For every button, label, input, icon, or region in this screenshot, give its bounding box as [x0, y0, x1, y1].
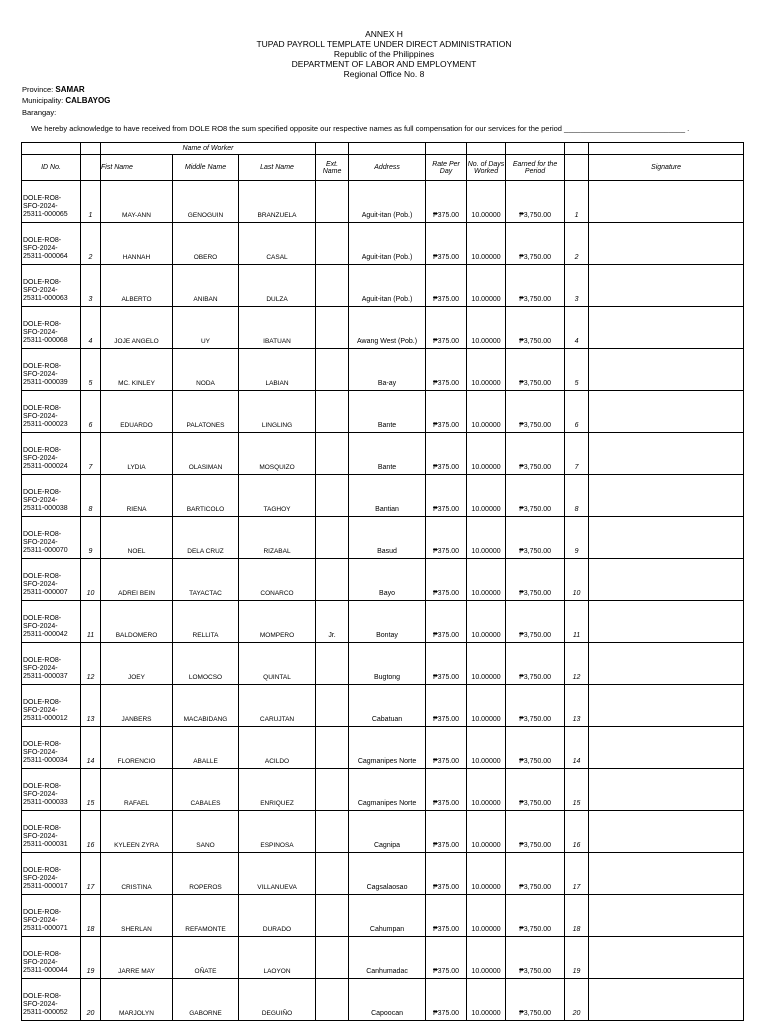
address-cell: Basud [349, 517, 426, 559]
address-cell: Capoocan [349, 979, 426, 1021]
address-cell: Bayo [349, 559, 426, 601]
table-row [22, 769, 744, 811]
signature-number-cell: 12 [565, 643, 589, 685]
signature-cell[interactable] [589, 853, 744, 895]
earned-cell: ₱3,750.00 [506, 811, 565, 853]
days-worked-cell: 10.00000 [467, 895, 506, 937]
first-name-header: Fist Name [101, 155, 173, 181]
rate-cell: ₱375.00 [426, 307, 467, 349]
days-worked-cell: 10.00000 [467, 391, 506, 433]
earned-cell: ₱3,750.00 [506, 433, 565, 475]
first-name-cell: ADREI BEIN [101, 559, 173, 601]
document-header [0, 29, 768, 79]
id-no-header: ID No. [22, 155, 81, 181]
municipality-label: Municipality: [22, 96, 64, 105]
address-cell: Bante [349, 391, 426, 433]
days-worked-cell: 10.00000 [467, 811, 506, 853]
id-cell: DOLE-RO8- SFO-2024- 25311-000038 [22, 475, 81, 517]
address-header: Address [349, 155, 426, 181]
signature-number-cell: 13 [565, 685, 589, 727]
table-header-row-2 [22, 155, 744, 181]
id-cell: DOLE-RO8- SFO-2024- 25311-000039 [22, 349, 81, 391]
last-name-cell: MOMPERO [239, 601, 316, 643]
earned-cell: ₱3,750.00 [506, 559, 565, 601]
address-cell: Cahumpan [349, 895, 426, 937]
signature-cell[interactable] [589, 601, 744, 643]
signature-cell[interactable] [589, 307, 744, 349]
earned-cell: ₱3,750.00 [506, 349, 565, 391]
table-row [22, 643, 744, 685]
days-worked-cell: 10.00000 [467, 559, 506, 601]
id-cell: DOLE-RO8- SFO-2024- 25311-000024 [22, 433, 81, 475]
signature-cell[interactable] [589, 475, 744, 517]
rate-cell: ₱375.00 [426, 727, 467, 769]
row-number-cell: 18 [81, 895, 101, 937]
middle-name-cell: PALATONES [173, 391, 239, 433]
row-number-cell: 9 [81, 517, 101, 559]
table-row [22, 181, 744, 223]
ext-name-cell [316, 643, 349, 685]
days-worked-cell: 10.00000 [467, 853, 506, 895]
days-worked-cell: 10.00000 [467, 643, 506, 685]
id-cell: DOLE-RO8- SFO-2024- 25311-000070 [22, 517, 81, 559]
signature-cell[interactable] [589, 433, 744, 475]
ext-name-cell [316, 181, 349, 223]
row-number-cell: 6 [81, 391, 101, 433]
middle-name-cell: UY [173, 307, 239, 349]
rate-cell: ₱375.00 [426, 895, 467, 937]
signature-number-cell: 3 [565, 265, 589, 307]
middle-name-cell: REFAMONTE [173, 895, 239, 937]
middle-name-cell: OBERO [173, 223, 239, 265]
signature-cell[interactable] [589, 265, 744, 307]
earned-cell: ₱3,750.00 [506, 223, 565, 265]
table-row [22, 811, 744, 853]
middle-name-cell: LOMOCSO [173, 643, 239, 685]
last-name-cell: CARUJTAN [239, 685, 316, 727]
last-name-cell: BRANZUELA [239, 181, 316, 223]
table-row [22, 517, 744, 559]
row-number-cell: 12 [81, 643, 101, 685]
ext-name-cell [316, 895, 349, 937]
row-number-cell: 20 [81, 979, 101, 1021]
signature-number-cell: 11 [565, 601, 589, 643]
earned-cell: ₱3,750.00 [506, 895, 565, 937]
last-name-cell: DURADO [239, 895, 316, 937]
department-line: DEPARTMENT OF LABOR AND EMPLOYMENT [291, 59, 477, 69]
middle-name-cell: NODA [173, 349, 239, 391]
rate-cell: ₱375.00 [426, 265, 467, 307]
first-name-cell: RAFAEL [101, 769, 173, 811]
first-name-cell: MARJOLYN [101, 979, 173, 1021]
republic-line: Republic of the Philippines [333, 49, 435, 59]
payroll-table [21, 142, 744, 1021]
signature-cell[interactable] [589, 181, 744, 223]
name-of-worker-header: Name of Worker [101, 143, 316, 155]
first-name-cell: KYLEEN ZYRA [101, 811, 173, 853]
last-name-cell: LABIAN [239, 349, 316, 391]
rate-cell: ₱375.00 [426, 475, 467, 517]
row-number-cell: 3 [81, 265, 101, 307]
signature-cell[interactable] [589, 727, 744, 769]
ext-name-cell [316, 475, 349, 517]
signature-cell[interactable] [589, 643, 744, 685]
rate-cell: ₱375.00 [426, 643, 467, 685]
table-row [22, 265, 744, 307]
signature-number-cell: 20 [565, 979, 589, 1021]
row-number-cell: 4 [81, 307, 101, 349]
last-name-cell: MOSQUIZO [239, 433, 316, 475]
first-name-cell: ALBERTO [101, 265, 173, 307]
middle-name-cell: BARTICOLO [173, 475, 239, 517]
earned-cell: ₱3,750.00 [506, 727, 565, 769]
last-name-cell: VILLANUEVA [239, 853, 316, 895]
ext-name-header: Ext. Name [316, 155, 349, 181]
middle-name-cell: RELLITA [173, 601, 239, 643]
table-row [22, 601, 744, 643]
signature-number-cell: 17 [565, 853, 589, 895]
rate-cell: ₱375.00 [426, 853, 467, 895]
id-cell: DOLE-RO8- SFO-2024- 25311-000012 [22, 685, 81, 727]
first-name-cell: JARRE MAY [101, 937, 173, 979]
ext-name-cell [316, 559, 349, 601]
signature-cell[interactable] [589, 769, 744, 811]
last-name-cell: DEGUIÑO [239, 979, 316, 1021]
days-worked-cell: 10.00000 [467, 307, 506, 349]
signature-number-cell: 8 [565, 475, 589, 517]
row-number-cell: 19 [81, 937, 101, 979]
last-name-cell: ESPINOSA [239, 811, 316, 853]
ext-name-cell [316, 937, 349, 979]
address-cell: Cagmanipes Norte [349, 727, 426, 769]
first-name-cell: JOEY [101, 643, 173, 685]
ext-name-cell [316, 391, 349, 433]
signature-number-cell: 10 [565, 559, 589, 601]
middle-name-cell: ROPEROS [173, 853, 239, 895]
middle-name-cell: GENOGUIN [173, 181, 239, 223]
first-name-cell: SHERLAN [101, 895, 173, 937]
id-cell: DOLE-RO8- SFO-2024- 25311-000044 [22, 937, 81, 979]
middle-name-header: Middle Name [173, 155, 239, 181]
row-number-cell: 7 [81, 433, 101, 475]
id-cell: DOLE-RO8- SFO-2024- 25311-000063 [22, 265, 81, 307]
middle-name-cell: SANO [173, 811, 239, 853]
earned-cell: ₱3,750.00 [506, 517, 565, 559]
municipality-value: CALBAYOG [65, 96, 111, 105]
earned-cell: ₱3,750.00 [506, 181, 565, 223]
earned-cell: ₱3,750.00 [506, 937, 565, 979]
ext-name-cell [316, 685, 349, 727]
document-title: TUPAD PAYROLL TEMPLATE UNDER DIRECT ADMINISTRATION [256, 39, 512, 49]
ext-name-cell [316, 979, 349, 1021]
table-row [22, 349, 744, 391]
first-name-cell: JANBERS [101, 685, 173, 727]
id-cell: DOLE-RO8- SFO-2024- 25311-000023 [22, 391, 81, 433]
last-name-header: Last Name [239, 155, 316, 181]
signature-cell[interactable] [589, 895, 744, 937]
days-worked-cell: 10.00000 [467, 433, 506, 475]
id-cell: DOLE-RO8- SFO-2024- 25311-000071 [22, 895, 81, 937]
days-worked-cell: 10.00000 [467, 979, 506, 1021]
ext-name-cell [316, 307, 349, 349]
barangay-line [22, 108, 56, 117]
signature-number-cell: 2 [565, 223, 589, 265]
last-name-cell: RIZABAL [239, 517, 316, 559]
row-number-cell: 11 [81, 601, 101, 643]
row-number-cell: 1 [81, 181, 101, 223]
address-cell: Canhumadac [349, 937, 426, 979]
earned-cell: ₱3,750.00 [506, 979, 565, 1021]
ext-name-cell [316, 517, 349, 559]
ext-name-cell [316, 727, 349, 769]
days-worked-cell: 10.00000 [467, 265, 506, 307]
signature-number-cell: 15 [565, 769, 589, 811]
signature-cell[interactable] [589, 391, 744, 433]
days-worked-cell: 10.00000 [467, 223, 506, 265]
earned-cell: ₱3,750.00 [506, 307, 565, 349]
days-worked-cell: 10.00000 [467, 349, 506, 391]
middle-name-cell: GABORNE [173, 979, 239, 1021]
rate-cell: ₱375.00 [426, 979, 467, 1021]
signature-cell[interactable] [589, 979, 744, 1021]
earned-cell: ₱3,750.00 [506, 475, 565, 517]
middle-name-cell: CABALES [173, 769, 239, 811]
last-name-cell: LAOYON [239, 937, 316, 979]
earned-cell: ₱3,750.00 [506, 643, 565, 685]
last-name-cell: ACILDO [239, 727, 316, 769]
days-worked-cell: 10.00000 [467, 475, 506, 517]
earned-cell: ₱3,750.00 [506, 853, 565, 895]
earned-cell: ₱3,750.00 [506, 685, 565, 727]
first-name-cell: JOJE ANGELO [101, 307, 173, 349]
earned-cell: ₱3,750.00 [506, 601, 565, 643]
signature-header: Signature [589, 155, 744, 181]
days-worked-cell: 10.00000 [467, 517, 506, 559]
rate-cell: ₱375.00 [426, 181, 467, 223]
middle-name-cell: OLASIMAN [173, 433, 239, 475]
signature-number-cell: 7 [565, 433, 589, 475]
first-name-cell: MC. KINLEY [101, 349, 173, 391]
rate-cell: ₱375.00 [426, 769, 467, 811]
signature-number-cell: 4 [565, 307, 589, 349]
annex-label: ANNEX H [365, 29, 403, 39]
ext-name-cell [316, 349, 349, 391]
signature-number-cell: 6 [565, 391, 589, 433]
rate-cell: ₱375.00 [426, 601, 467, 643]
rate-cell: ₱375.00 [426, 223, 467, 265]
first-name-cell: CRISTINA [101, 853, 173, 895]
office-line: Regional Office No. 8 [343, 69, 425, 79]
table-row [22, 853, 744, 895]
row-number-cell: 2 [81, 223, 101, 265]
ext-name-cell: Jr. [316, 601, 349, 643]
earned-cell: ₱3,750.00 [506, 769, 565, 811]
last-name-cell: CASAL [239, 223, 316, 265]
signature-cell[interactable] [589, 937, 744, 979]
ext-name-cell [316, 769, 349, 811]
signature-cell[interactable] [589, 349, 744, 391]
table-row [22, 979, 744, 1021]
rate-cell: ₱375.00 [426, 685, 467, 727]
id-cell: DOLE-RO8- SFO-2024- 25311-000037 [22, 643, 81, 685]
row-number-cell: 16 [81, 811, 101, 853]
first-name-cell: LYDIA [101, 433, 173, 475]
first-name-cell: RIENA [101, 475, 173, 517]
middle-name-cell: ANIBAN [173, 265, 239, 307]
rate-cell: ₱375.00 [426, 517, 467, 559]
address-cell: Aguit-itan (Pob.) [349, 223, 426, 265]
first-name-cell: MAY-ANN [101, 181, 173, 223]
address-cell: Cabatuan [349, 685, 426, 727]
id-cell: DOLE-RO8- SFO-2024- 25311-000064 [22, 223, 81, 265]
row-number-cell: 8 [81, 475, 101, 517]
middle-name-cell: TAYACTAC [173, 559, 239, 601]
days-worked-cell: 10.00000 [467, 601, 506, 643]
signature-cell[interactable] [589, 223, 744, 265]
row-number-cell: 14 [81, 727, 101, 769]
rate-cell: ₱375.00 [426, 811, 467, 853]
address-cell: Bante [349, 433, 426, 475]
signature-cell[interactable] [589, 559, 744, 601]
row-number-cell: 15 [81, 769, 101, 811]
municipality-line [22, 96, 110, 105]
row-number-cell: 17 [81, 853, 101, 895]
signature-number-cell: 1 [565, 181, 589, 223]
first-name-cell: NOEL [101, 517, 173, 559]
row-number-cell: 5 [81, 349, 101, 391]
address-cell: Bontay [349, 601, 426, 643]
last-name-cell: ENRIQUEZ [239, 769, 316, 811]
middle-name-cell: MACABIDANG [173, 685, 239, 727]
address-cell: Bantian [349, 475, 426, 517]
first-name-cell: FLORENCIO [101, 727, 173, 769]
table-row [22, 727, 744, 769]
table-row [22, 475, 744, 517]
table-row [22, 937, 744, 979]
address-cell: Awang West (Pob.) [349, 307, 426, 349]
id-cell: DOLE-RO8- SFO-2024- 25311-000068 [22, 307, 81, 349]
id-cell: DOLE-RO8- SFO-2024- 25311-000033 [22, 769, 81, 811]
earned-header: Earned for the Period [506, 155, 565, 181]
middle-name-cell: OÑATE [173, 937, 239, 979]
last-name-cell: IBATUAN [239, 307, 316, 349]
signature-number-cell: 5 [565, 349, 589, 391]
row-number-cell: 13 [81, 685, 101, 727]
middle-name-cell: ABALLE [173, 727, 239, 769]
ext-name-cell [316, 811, 349, 853]
id-cell: DOLE-RO8- SFO-2024- 25311-000007 [22, 559, 81, 601]
table-row [22, 223, 744, 265]
rate-cell: ₱375.00 [426, 433, 467, 475]
signature-cell[interactable] [589, 517, 744, 559]
first-name-cell: EDUARDO [101, 391, 173, 433]
id-cell: DOLE-RO8- SFO-2024- 25311-000042 [22, 601, 81, 643]
last-name-cell: CONARCO [239, 559, 316, 601]
signature-cell[interactable] [589, 685, 744, 727]
province-value: SAMAR [55, 85, 85, 94]
id-cell: DOLE-RO8- SFO-2024- 25311-000031 [22, 811, 81, 853]
days-worked-cell: 10.00000 [467, 685, 506, 727]
table-row [22, 685, 744, 727]
last-name-cell: TAGHOY [239, 475, 316, 517]
address-cell: Cagnipa [349, 811, 426, 853]
ext-name-cell [316, 265, 349, 307]
rate-cell: ₱375.00 [426, 559, 467, 601]
first-name-cell: BALDOMERO [101, 601, 173, 643]
barangay-label: Barangay: [22, 108, 57, 117]
signature-cell[interactable] [589, 811, 744, 853]
address-cell: Cagmanipes Norte [349, 769, 426, 811]
ext-name-cell [316, 853, 349, 895]
rate-header: Rate Per Day [426, 155, 467, 181]
signature-number-cell: 19 [565, 937, 589, 979]
acknowledgement-text: We hereby acknowledge to have received from DOLE RO8 the sum specified opposite our respective names as full compensation for our services for the period _____________________________ . [31, 124, 690, 133]
earned-cell: ₱3,750.00 [506, 265, 565, 307]
ext-name-cell [316, 223, 349, 265]
first-name-cell: HANNAH [101, 223, 173, 265]
rate-cell: ₱375.00 [426, 349, 467, 391]
signature-number-cell: 16 [565, 811, 589, 853]
ext-name-cell [316, 433, 349, 475]
last-name-cell: LINGLING [239, 391, 316, 433]
table-row [22, 433, 744, 475]
table-header-row-1 [22, 143, 744, 155]
rate-cell: ₱375.00 [426, 937, 467, 979]
address-cell: Bugtong [349, 643, 426, 685]
id-cell: DOLE-RO8- SFO-2024- 25311-000065 [22, 181, 81, 223]
province-label: Province: [22, 85, 54, 94]
days-header: No. of Days Worked [467, 155, 506, 181]
table-row [22, 895, 744, 937]
days-worked-cell: 10.00000 [467, 181, 506, 223]
table-row [22, 307, 744, 349]
address-cell: Cagsalaosao [349, 853, 426, 895]
days-worked-cell: 10.00000 [467, 937, 506, 979]
last-name-cell: QUINTAL [239, 643, 316, 685]
rate-cell: ₱375.00 [426, 391, 467, 433]
middle-name-cell: DELA CRUZ [173, 517, 239, 559]
id-cell: DOLE-RO8- SFO-2024- 25311-000052 [22, 979, 81, 1021]
earned-cell: ₱3,750.00 [506, 391, 565, 433]
table-row [22, 391, 744, 433]
province-line [22, 85, 85, 94]
row-number-cell: 10 [81, 559, 101, 601]
id-cell: DOLE-RO8- SFO-2024- 25311-000017 [22, 853, 81, 895]
signature-number-cell: 9 [565, 517, 589, 559]
signature-number-cell: 18 [565, 895, 589, 937]
address-cell: Ba-ay [349, 349, 426, 391]
last-name-cell: DULZA [239, 265, 316, 307]
address-cell: Aguit-itan (Pob.) [349, 265, 426, 307]
table-row [22, 559, 744, 601]
days-worked-cell: 10.00000 [467, 727, 506, 769]
days-worked-cell: 10.00000 [467, 769, 506, 811]
signature-number-cell: 14 [565, 727, 589, 769]
address-cell: Aguit-itan (Pob.) [349, 181, 426, 223]
id-cell: DOLE-RO8- SFO-2024- 25311-000034 [22, 727, 81, 769]
